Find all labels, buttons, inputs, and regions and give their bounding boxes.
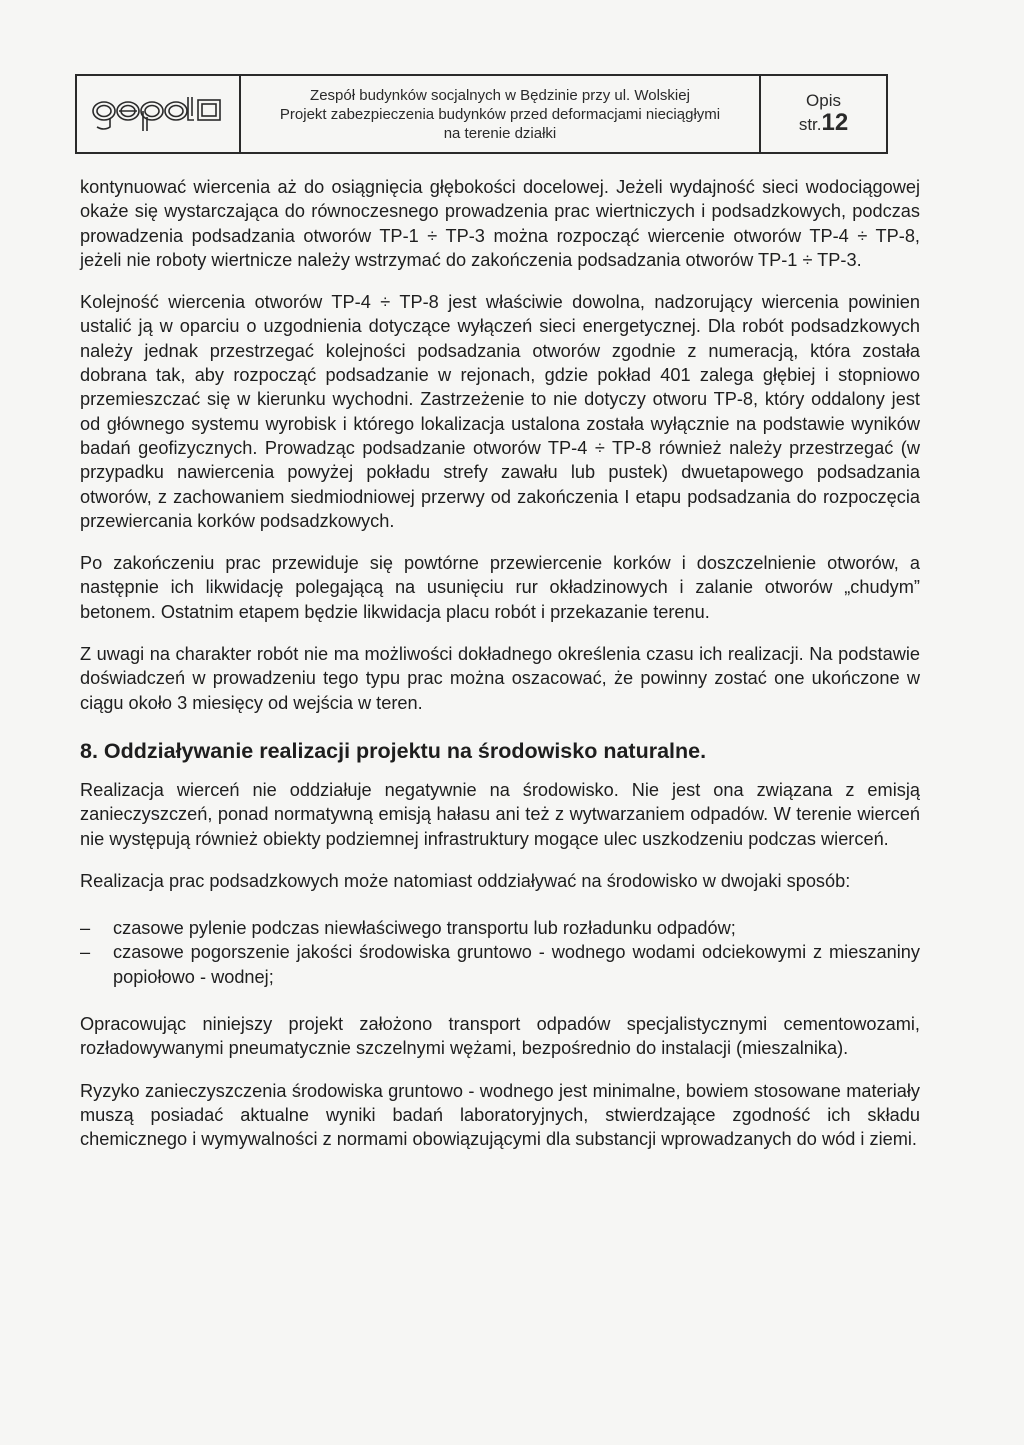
list-item: [80, 940, 920, 989]
document-body: [80, 175, 920, 1175]
paragraph-transport: Opracowując niniejszy projekt założono transport odpadów specjalistycznymi cementowozami, rozładowywanymi pneumatycznie szczelnymi wężami, bezpośrednio do instalacji (mieszalnika).: [80, 1014, 920, 1059]
paragraph-duration: Z uwagi na charakter robót nie ma możliwości dokładnego określenia czasu ich realizacji. Na podstawie doświadczeń w prowadzeniu tego typu prac można oszacować, że powinny zostać one ukończone w ciągu około 3 miesięcy od wejścia w teren.: [80, 644, 920, 713]
geopol-logo-icon: [88, 91, 228, 137]
company-logo: [77, 76, 241, 152]
list-dash: –: [80, 942, 91, 963]
project-title-line-3: na terenie działki: [443, 124, 557, 142]
paragraph-continuation: kontynuować wiercenia aż do osiągnięcia głębokości docelowej. Jeżeli wydajność sieci wodociągowej okaże się wystarczająca do równoczesnego prowadzenia prac wiertniczych i podsadzkowych, podczas prowadzenia podsadzania otworów TP-1 ÷ TP-3 można rozpocząć wiercenie otworów TP-4 ÷ TP-8, jeżeli nie roboty wiertnicze należy wstrzymać do zakończenia podsadzania otworów TP-1 ÷ TP-3.: [80, 177, 920, 270]
paragraph-backfill-impact: Realizacja prac podsadzkowych może natomiast oddziaływać na środowisko w dwojaki sposób:: [80, 870, 851, 891]
project-title: [241, 76, 761, 152]
section-label: Opis: [806, 91, 841, 110]
paragraph-risk: Ryzyko zanieczyszczenia środowiska gruntowo - wodnego jest minimalne, bowiem stosowane materiały muszą posiadać aktualne wyniki badań laboratoryjnych, stwierdzające zgodność ich składu chemicznego i wymywalności z normami obowiązującymi dla substancji wprowadzanych do wód i ziemi.: [80, 1080, 920, 1150]
list-item-text: czasowe pogorszenie jakości środowiska gruntowo - wodnego wodami odciekowymi z mieszaniny popiołowo - wodnej;: [113, 942, 920, 987]
page-prefix: str.: [798, 115, 822, 134]
list-item-text: czasowe pylenie podczas niewłaściwego transportu lub rozładunku odpadów;: [113, 918, 736, 939]
project-title-line-2: Projekt zabezpieczenia budynków przed deformacjami nieciągłymi: [279, 105, 721, 123]
project-title-line-1: Zespół budynków socjalnych w Będzinie przy ul. Wolskiej: [310, 86, 690, 104]
page-header: [75, 74, 888, 154]
list-item: [80, 916, 920, 940]
paragraph-drilling-impact: Realizacja wierceń nie oddziałuje negatywnie na środowisko. Nie jest ona związana z emisją zanieczyszczeń, ponad normatywną emisją hałasu ani też z wytwarzaniem odpadów. W terenie wierceń nie występują również obiekty podziemnej infrastruktury mogące ulec uszkodzeniu podczas wierceń.: [80, 779, 920, 849]
section-heading: 8. Oddziaływanie realizacji projektu na środowisko naturalne.: [80, 738, 707, 763]
paragraph-drilling-order: Kolejność wiercenia otworów TP-4 ÷ TP-8 jest właściwie dowolna, nadzorujący wiercenia powinien ustalić ją w oparciu o uzgodnienia dotyczące wyłączeń sieci energetycznej. Dla robót podsadzkowych należy jednak przestrzegać kolejności podsadzania otworów zgodnie z numeracją, która została dobrana tak, aby rozpocząć podsadzanie w rejonach, gdzie pokład 401 zalega głębiej i stopniowo przemieszczać się w kierunku wychodni. Zastrzeżenie to nie dotyczy otworu TP-8, który oddalony jest od głównego systemu wyrobisk i którego lokalizacja ustalona została wyłącznie na podstawie wyników badań geofizycznych. Prowadząc podsadzanie otworów TP-4 ÷ TP-8 również należy przestrzegać (w przypadku nawiercenia powyżej pokładu strefy zawału lub pustek) dwuetapowego podsadzania otworów, z zachowaniem siedmiodniowej przerwy od zakończenia I etapu podsadzania do rozpoczęcia przewiercania korków podsadzkowych.: [80, 292, 920, 531]
page-number-value: 12: [821, 109, 849, 136]
impact-list: [80, 916, 920, 989]
paragraph-completion: Po zakończeniu prac przewiduje się powtórne przewiercenie korków i doszczelnienie otworów, a następnie ich likwidację polegającą na usunięciu rur okładzinowych i zalanie otworów „chudym” betonem. Ostatnim etapem będzie likwidacja placu robót i przekazanie terenu.: [80, 553, 920, 622]
page-info: [761, 76, 886, 152]
list-dash: –: [80, 918, 91, 939]
page-number: [799, 111, 848, 137]
